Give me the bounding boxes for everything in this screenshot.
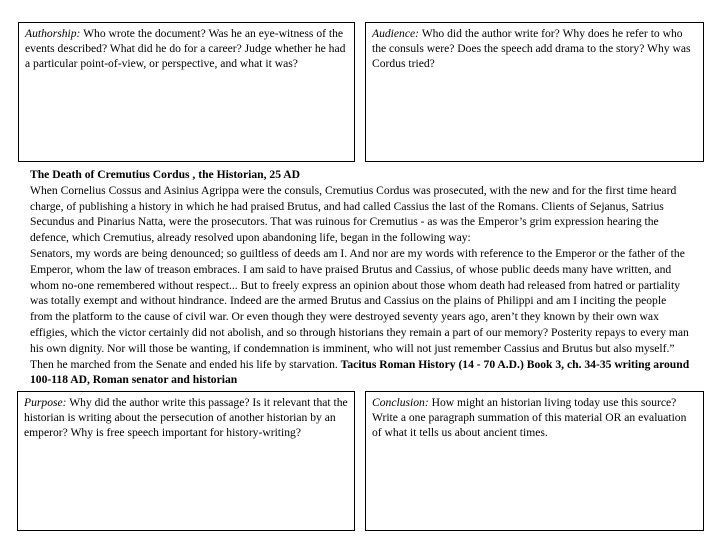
source-passage xyxy=(30,167,690,388)
purpose-label: Purpose: xyxy=(24,396,67,409)
authorship-label: Authorship: xyxy=(25,27,81,40)
conclusion-box xyxy=(365,391,704,531)
authorship-box xyxy=(18,22,355,162)
source-paragraph-1: When Cornelius Cossus and Asinius Agrippa were the consuls, Cremutius Cordus was prosecuted, with the new and for the first time heard charge, of publishing a history in which he had praised Brutus, and had called Cassius the last of the Romans. Clients of Sejanus, Satrius Secundus and Pinarius Natta, were the prosecutors. That was ruinous for Cremutius - as was the Emperor’s grim expression hearing the defence, which Cremutius, already resolved upon abandoning life, began in the following way: xyxy=(30,183,677,245)
source-title: The Death of Cremutius Cordus , the Historian, 25 AD xyxy=(30,168,300,181)
purpose-box xyxy=(17,391,355,531)
authorship-prompt: Who wrote the document? Was he an eye-witness of the events described? What did he do for a career? Judge whether he had a particular point-of-view, or perspective, and what it was? xyxy=(25,27,346,70)
source-citation: Tacitus Roman History (14 - 70 A.D.) Book 3, ch. 34-35 writing around 100-118 AD, Roman senator and historian xyxy=(30,357,690,387)
purpose-prompt: Why did the author write this passage? Is it relevant that the historian is writing about the persecution of another historian by an emperor? Why is free speech important for history-writing? xyxy=(24,396,348,439)
conclusion-prompt: How might an historian living today use this source? Write a one paragraph summation of this material OR an evaluation of what it tells us about ancient times. xyxy=(372,396,687,439)
audience-prompt: Who did the author write for? Why does he refer to who the consuls were? Does the speech add drama to the story? Why was Cordus tried? xyxy=(372,27,691,70)
source-paragraph-2 xyxy=(30,246,690,388)
audience-box xyxy=(365,22,704,162)
audience-label: Audience: xyxy=(372,27,419,40)
conclusion-label: Conclusion: xyxy=(372,396,429,409)
speech-text: Senators, my words are being denounced; so guiltless of deeds am I. And nor are my words with reference to the Emperor or the father of the Emperor, whom the law of treason embraces. I am said to have praised Brutus and Cassius, of whose public deeds many have written, and whom no-one remembered without respect... But to freely express an opinion about those whom death had released from hatred or partiality was totally exempt and without hindrance. Indeed are the armed Brutus and Cassius on the plains of Philippi and am I inciting the people from the platform to the cause of civil war. Or even though they were destroyed seventy years ago, aren’t they known by their own wax effigies, which the victor certainly did not abolish, and so through historians they remain a part of our memory? Posterity repays to every man his own dignity. Nor will those be wanting, if condemnation is imminent, who will not just remember Cassius and Brutus but also myself.” Then he marched from the Senate and ended his life by starvation. xyxy=(30,246,689,371)
